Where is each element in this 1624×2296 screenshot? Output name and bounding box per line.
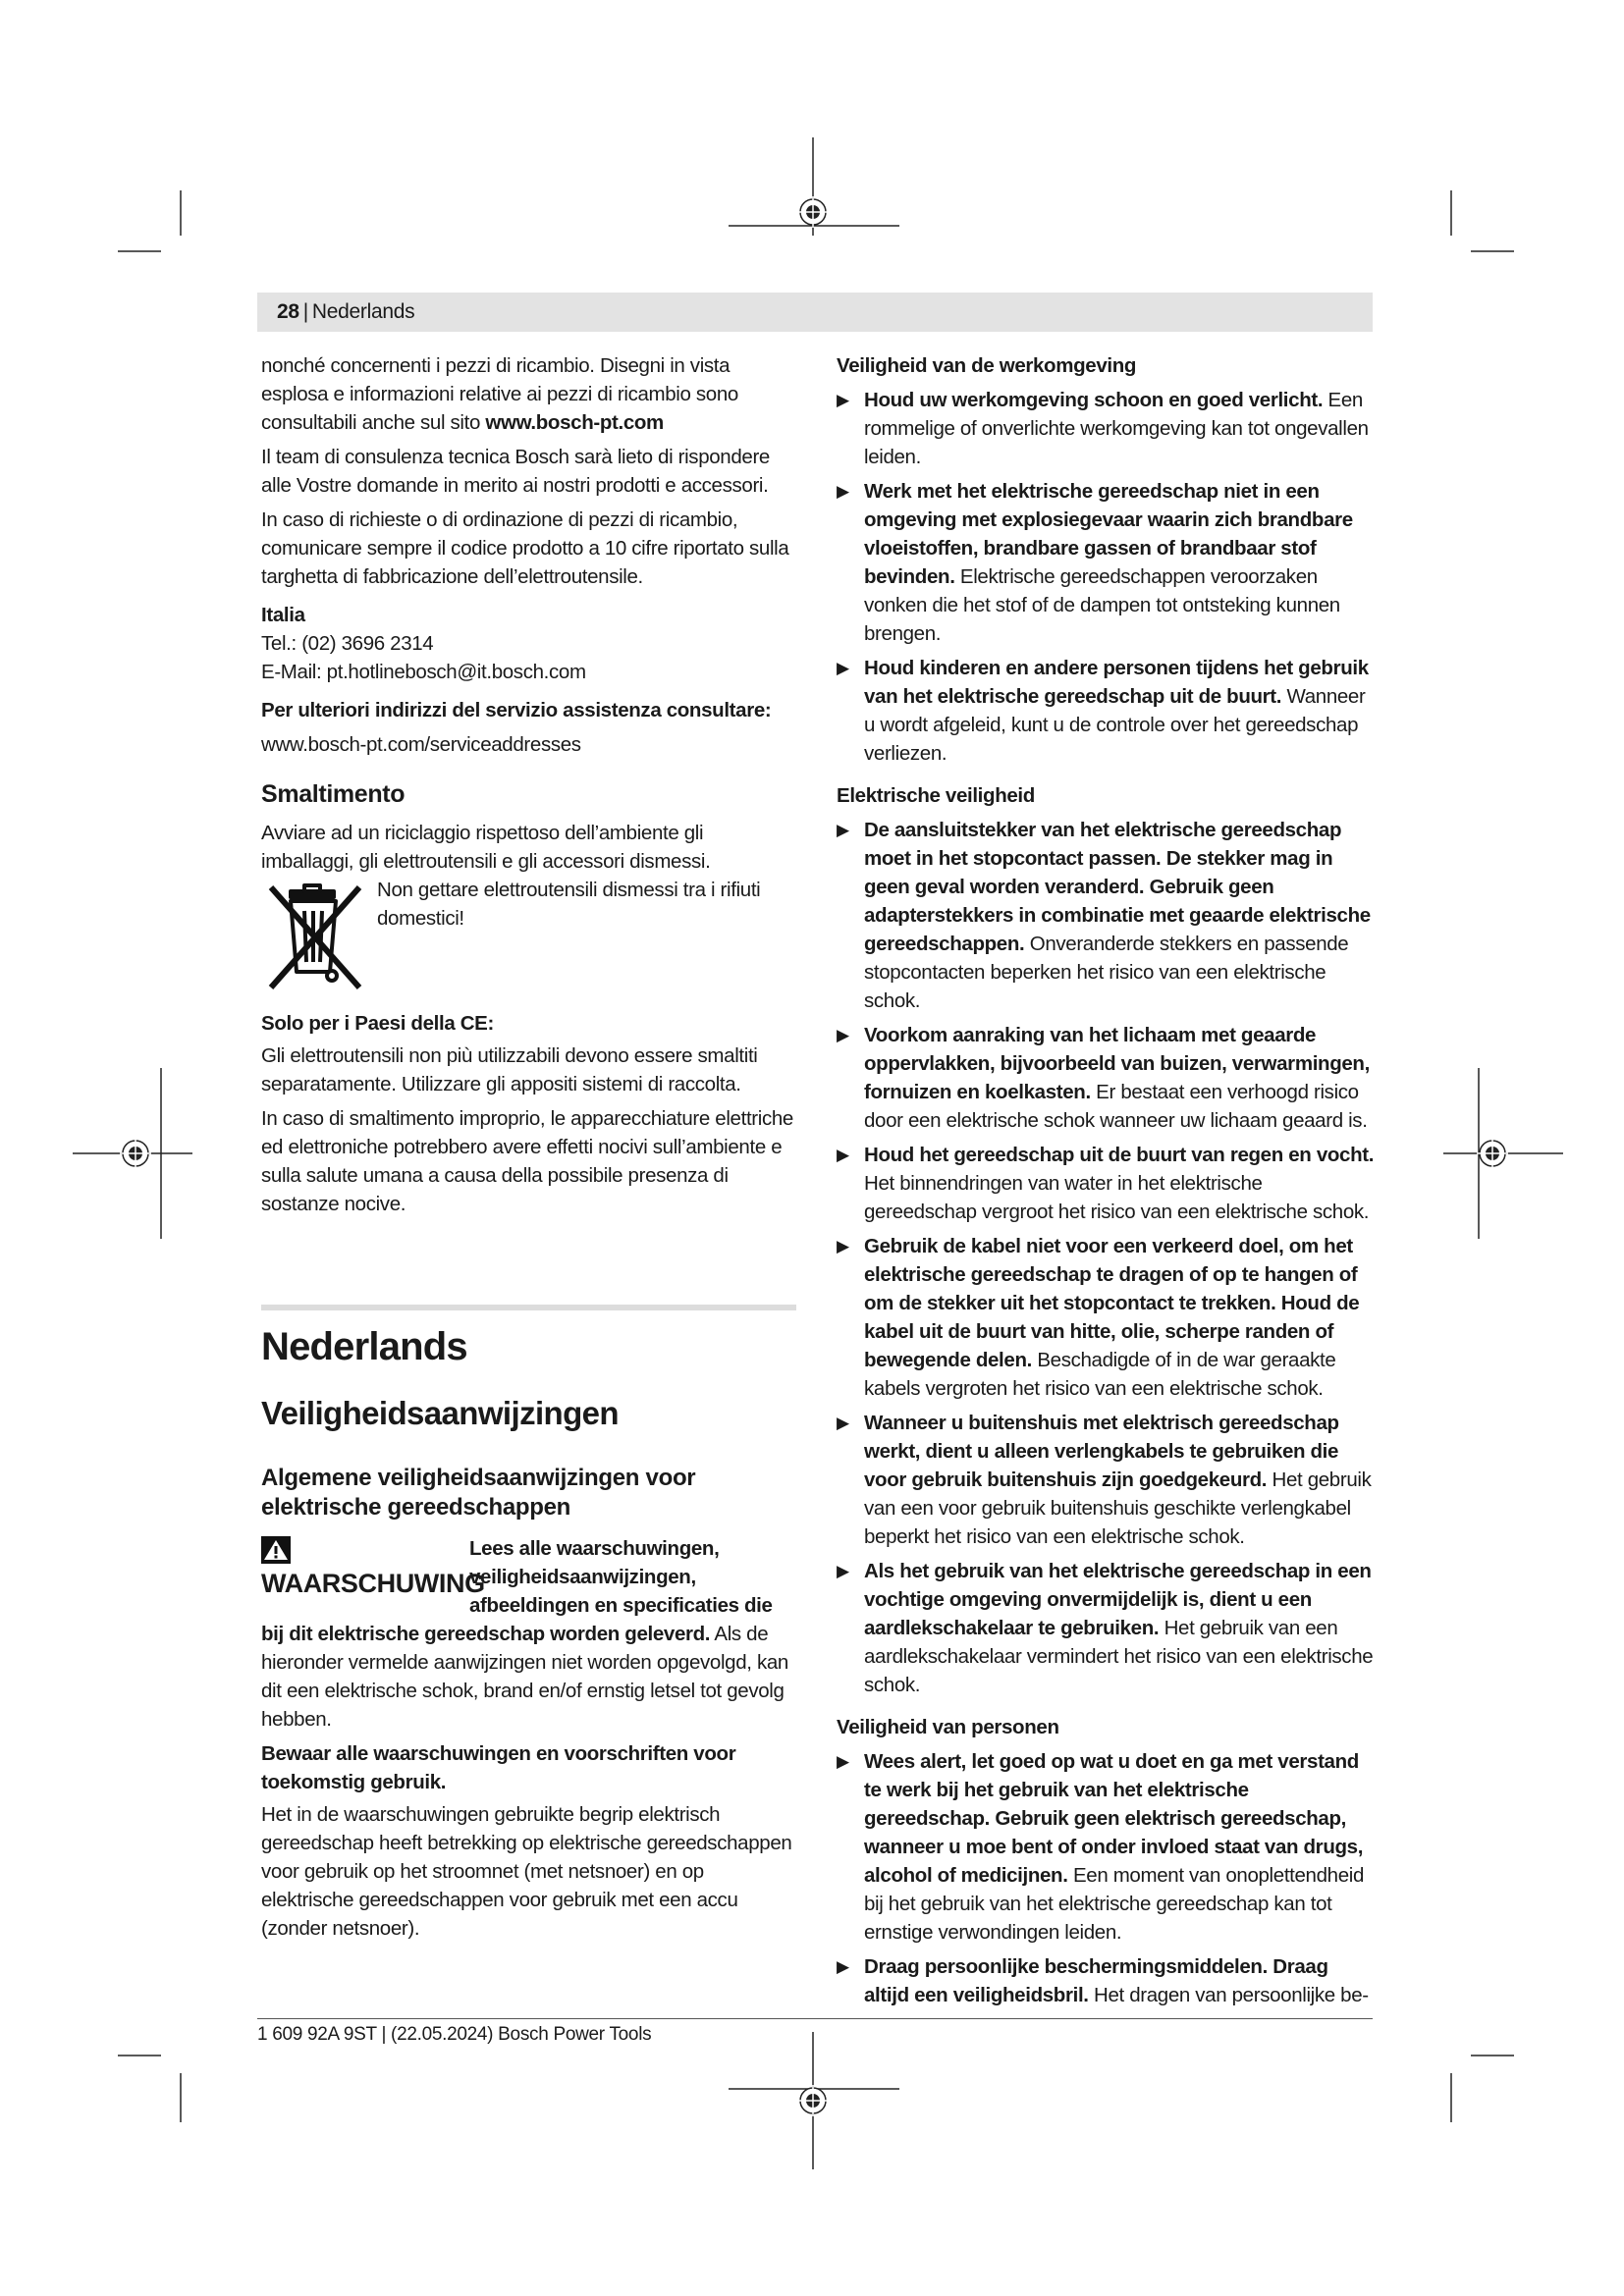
bullet-text: Onveranderde stekkers en passende stopcontacten beperken het risico van een elektrische schok.: [864, 933, 1349, 1012]
section-heading: Veiligheid van personen: [837, 1716, 1059, 1738]
ce-paragraph-2: In caso di smaltimento improprio, le apparecchiature elettriche ed elettroniche potrebbero avere effetti nocivi sull’ambiente e sulla salute umana a causa della possibile presenza di sostanze nocive.: [261, 1107, 793, 1215]
bullet-arrow-icon: ▶: [837, 659, 849, 677]
bullet-text: Er bestaat een verhoogd risico door een elektrische schok wanneer uw lichaam geaard is.: [864, 1081, 1368, 1132]
bullet-arrow-icon: ▶: [837, 482, 849, 501]
warning-rest-text: Als de hieronder vermelde aanwijzingen niet worden opgevolgd, kan dit een elektrische schok, brand en/of ernstig letsel tot gevolg hebben.: [261, 1623, 788, 1731]
bullet-bold-text: Gebruik de kabel niet voor een verkeerd doel, om het elektrische gereedschap te dragen of op te hangen of om de stekker uit het stopcontact te trekken. Houd de kabel uit de buurt van hitte, olie, scherpe randen of bewegende delen.: [864, 1235, 1360, 1371]
bullet-arrow-icon: ▶: [837, 1752, 849, 1771]
page-footer: 1 609 92A 9ST | (22.05.2024) Bosch Power Tools: [257, 2024, 652, 2045]
registration-mark-left: [120, 1138, 151, 1169]
bullet-bold-text: Houd het gereedschap uit de buurt van regen en vocht.: [864, 1144, 1375, 1166]
footer-rule: [257, 2018, 1373, 2019]
nederlands-title: Nederlands: [261, 1325, 467, 1368]
safety-bullet: [837, 1409, 1375, 1551]
italia-heading: Italia: [261, 604, 305, 626]
smaltimento-text: Avviare ad un riciclaggio rispettoso dell’ambiente gli imballaggi, gli elettroutensili e gli accessori dismessi.: [261, 822, 711, 873]
page-number: 28: [277, 300, 299, 323]
bullet-bold-text: Als het gebruik van het elektrische gereedschap in een vochtige omgeving onvermijdelijk is, dient u een aardlekschakelaar te gebruiken.: [864, 1560, 1372, 1639]
safety-bullet: [837, 1021, 1375, 1135]
bullet-arrow-icon: ▶: [837, 1237, 849, 1255]
algemene-heading: Algemene veiligheidsaanwijzingen voor elektrische gereedschappen: [261, 1465, 696, 1521]
ce-paragraph-1: Gli elettroutensili non più utilizzabili devono essere smaltiti separatamente. Utilizzare gli appositi sistemi di raccolta.: [261, 1044, 758, 1095]
bullet-bold-text: Houd uw werkomgeving schoon en goed verlicht.: [864, 389, 1324, 411]
intro-paragraph-2: Il team di consulenza tecnica Bosch sarà lieto di rispondere alle Vostre domande in merito ai nostri prodotti e accessori.: [261, 446, 770, 497]
bullet-bold-text: Wanneer u buitenshuis met elektrisch gereedschap werkt, dient u alleen verlengkabels te gebruiken die voor gebruik buitenshuis zijn goedgekeurd.: [864, 1412, 1339, 1491]
warning-label: [261, 1534, 485, 1599]
section-heading: Elektrische veiligheid: [837, 784, 1035, 807]
italia-phone: Tel.: (02) 3696 2314: [261, 632, 434, 655]
warning-triangle-icon: [261, 1536, 291, 1564]
bullet-text: Het gebruik van een aardlekschakelaar vermindert het risico van een elektrische schok.: [864, 1617, 1374, 1696]
bullet-bold-text: Wees alert, let goed op wat u doet en ga met verstand te werk bij het gebruik van het elektrische gereedschap. Gebruik geen elektrisch gereedschap, wanneer u moe bent of onder invloed staat van drugs, alcohol of medicijnen.: [864, 1750, 1364, 1887]
bosch-website-link: www.bosch-pt.com: [485, 411, 664, 434]
disposal-notice: [261, 878, 796, 995]
bullet-text: Elektrische gereedschappen veroorzaken vonken die het stof of de dampen tot ontsteking kunnen brengen.: [864, 565, 1340, 645]
safety-bullet: [837, 386, 1375, 471]
section-heading: Veiligheid van de werkomgeving: [837, 354, 1137, 377]
safety-bullet: [837, 1952, 1375, 2009]
veiligheidsaanwijzingen-title: Veiligheidsaanwijzingen: [261, 1395, 619, 1431]
bullet-text: Een rommelige of onverlichte werkomgeving kan tot ongevallen leiden.: [864, 389, 1369, 468]
bullet-text: Het dragen van persoonlijke be-: [1088, 1984, 1369, 2006]
warning-bold-text: Lees alle waarschuwingen, veiligheidsaanwijzingen, afbeeldingen en specificaties die bij dit elektrische gereedschap worden geleverd.: [261, 1537, 773, 1645]
further-addresses-heading: Per ulteriori indirizzi del servizio assistenza consultare:: [261, 699, 772, 721]
safety-bullet: [837, 1232, 1375, 1403]
safety-bullet: [837, 1747, 1375, 1947]
bullet-bold-text: De aansluitstekker van het elektrische gereedschap moet in het stopcontact passen. De stekker mag in geen geval worden veranderd. Gebruik geen adapterstekkers in combinatie met geaarde elektrische gereedschappen.: [864, 819, 1371, 955]
warning-label-text: WAARSCHUWING: [261, 1569, 485, 1598]
header-separator: |: [302, 300, 308, 323]
bullet-bold-text: Houd kinderen en andere personen tijdens het gebruik van het elektrische gereedschap uit de buurt.: [864, 657, 1369, 708]
safety-bullet: [837, 816, 1375, 1015]
header-section: Nederlands: [311, 300, 415, 323]
intro-text: nonché concernenti i pezzi di ricambio. Disegni in vista esplosa e informazioni relative ai pezzi di ricambio sono consultabili anche sul sito: [261, 354, 738, 434]
bullet-arrow-icon: ▶: [837, 1146, 849, 1164]
ce-heading: Solo per i Paesi della CE:: [261, 1012, 494, 1035]
bullet-arrow-icon: ▶: [837, 1026, 849, 1044]
left-column: [261, 351, 796, 1943]
intro-paragraph-3: In caso di richieste o di ordinazione di pezzi di ricambio, comunicare sempre il codice prodotto a 10 cifre riportato sulla targhetta di fabbricazione dell’elettroutensile.: [261, 508, 789, 588]
disposal-text: Non gettare elettroutensili dismessi tra i rifiuti domestici!: [377, 879, 761, 930]
italia-email: E-Mail: pt.hotlinebosch@it.bosch.com: [261, 661, 586, 683]
registration-mark-top: [797, 196, 829, 228]
warning-block: [261, 1534, 796, 1734]
begrip-paragraph: Het in de waarschuwingen gebruikte begrip elektrisch gereedschap heeft betrekking op elektrische gereedschappen voor gebruik op het stroomnet (met netsnoer) en op elektrische gereedschappen voor gebruik met een accu (zonder netsnoer).: [261, 1803, 792, 1940]
safety-bullet: [837, 1557, 1375, 1699]
bullet-text: Beschadigde of in de war geraakte kabels vergroten het risico van een elektrische schok.: [864, 1349, 1336, 1400]
page-header: [257, 293, 1373, 332]
bullet-bold-text: Voorkom aanraking van het lichaam met geaarde oppervlakken, bijvoorbeeld van buizen, verwarmingen, fornuizen en koelkasten.: [864, 1024, 1370, 1103]
bullet-text: Wanneer u wordt afgeleid, kunt u de controle over het gereedschap verliezen.: [864, 685, 1366, 765]
service-addresses-url: www.bosch-pt.com/serviceaddresses: [261, 733, 581, 756]
safety-bullet: [837, 654, 1375, 768]
registration-mark-bottom: [797, 2085, 829, 2116]
bullet-arrow-icon: ▶: [837, 1414, 849, 1432]
smaltimento-heading: Smaltimento: [261, 780, 406, 808]
bullet-bold-text: Werk met het elektrische gereedschap niet in een omgeving met explosiegevaar waarin zich brandbare vloeistoffen, brandbare gassen of brandbaar stof bevinden.: [864, 480, 1353, 588]
registration-mark-right: [1477, 1138, 1508, 1169]
safety-bullet: [837, 1141, 1375, 1226]
bullet-text: Het binnendringen van water in het elektrische gereedschap vergroot het risico van een elektrische schok.: [864, 1172, 1370, 1223]
bewaar-notice: Bewaar alle waarschuwingen en voorschriften voor toekomstig gebruik.: [261, 1742, 736, 1793]
bullet-arrow-icon: ▶: [837, 821, 849, 839]
bullet-arrow-icon: ▶: [837, 1562, 849, 1580]
right-column: [837, 351, 1375, 2015]
bullet-text: Een moment van onoplettendheid bij het gebruik van het elektrische gereedschap kan tot ernstige verwondingen leiden.: [864, 1864, 1365, 1944]
crossed-out-wheelie-bin-icon: [261, 878, 369, 995]
bullet-arrow-icon: ▶: [837, 391, 849, 409]
safety-bullet: [837, 477, 1375, 648]
section-divider: [261, 1305, 796, 1310]
bullet-text: Het gebruik van een voor gebruik buitenshuis geschikte verlengkabel beperkt het risico van een elektrische schok.: [864, 1468, 1372, 1548]
bullet-arrow-icon: ▶: [837, 1957, 849, 1976]
bullet-bold-text: Draag persoonlijke beschermingsmiddelen. Draag altijd een veiligheidsbril.: [864, 1955, 1328, 2006]
intro-paragraph-1: [261, 351, 796, 437]
